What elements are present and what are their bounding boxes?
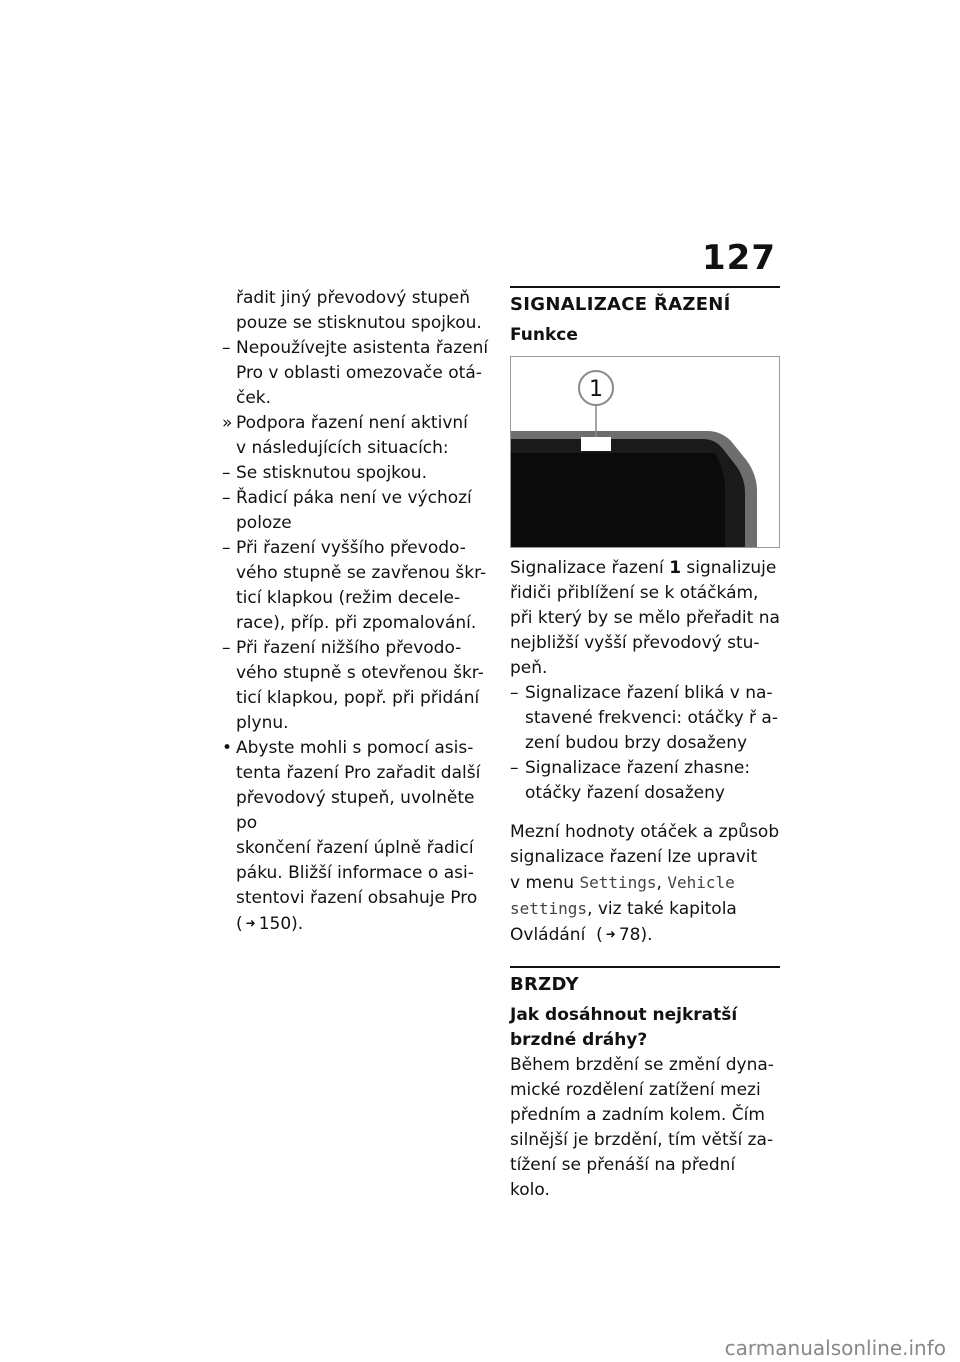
settings-paragraph: Mezní hodnoty otáček a způsob signalizace řazení lze upravit v menu Settings, Vehicle settings, viz také kapitola Ovládání ( ➜ 78). <box>510 822 780 945</box>
text-line: Při řazení nižšího převodo- <box>236 638 462 658</box>
text-line: pouze se stisknutou spojkou. <box>236 313 482 333</box>
list-item <box>510 756 780 806</box>
intro-paragraph: Signalizace řazení 1 signalizuje řidiči přiblížení se k otáčkám, při který by se mělo přeřadit na nejbližší vyšší převodový stu- peň. <box>510 558 780 678</box>
list-item <box>222 411 492 461</box>
list-item <box>222 336 492 411</box>
text-line: race), příp. při zpomalování. <box>236 613 477 633</box>
text-line: v následujících situacích: <box>236 438 449 458</box>
dash-marker: – <box>510 683 519 703</box>
list-item <box>222 486 492 536</box>
brakes-paragraph: Během brzdění se změní dyna- mické rozdělení zatížení mezi předním a zadním kolem. Čím silnější je brzdění, tím větší za- tížení se přenáší na přední kolo. <box>510 1055 774 1200</box>
text-line: Pro v oblasti omezovače otá- <box>236 363 482 383</box>
text-line: otáčky řazení dosaženy <box>525 783 725 803</box>
subsection-heading: Funkce <box>510 325 578 345</box>
text-line: poloze <box>236 513 292 533</box>
dashboard-display-illustration <box>511 357 779 547</box>
dash-marker: – <box>222 488 231 508</box>
list-item <box>510 681 780 756</box>
text-line: ticí klapkou (režim decele- <box>236 588 461 608</box>
list-item <box>222 536 492 636</box>
text-line: plynu. <box>236 713 289 733</box>
text-line: ticí klapkou, popř. při přidání <box>236 688 480 708</box>
dash-marker: – <box>222 463 231 483</box>
text-line: Řadicí páka není ve výchozí <box>236 488 472 508</box>
section-heading: SIGNALIZACE ŘAZENÍ <box>510 286 780 315</box>
shift-indicator-light <box>581 437 611 451</box>
text-line: vého stupně se zavřenou škr- <box>236 563 487 583</box>
section-heading: BRZDY <box>510 966 780 995</box>
page-arrow-icon: ➜ <box>605 927 616 941</box>
shift-indicator-figure <box>510 356 780 548</box>
text-line: Abyste mohli s pomocí asis- <box>236 738 474 758</box>
callout-number: 1 <box>589 377 603 402</box>
text-line: vého stupně s otevřenou škr- <box>236 663 484 683</box>
watermark-link[interactable]: carmanualsonline.info <box>724 1336 946 1360</box>
text-line: stentovi řazení obsahuje Pro <box>236 888 478 908</box>
page-number: 127 <box>702 238 776 278</box>
text-line: skončení řazení úplně řadicí <box>236 838 474 858</box>
text-line: páku. Bližší informace o asi- <box>236 863 474 883</box>
text-line: stavené frekvenci: otáčky ř a- <box>525 708 778 728</box>
right-column <box>510 286 780 1203</box>
dash-marker: – <box>510 758 519 778</box>
subsection-heading: Jak dosáhnout nejkratší brzdné dráhy? <box>510 1005 738 1050</box>
text-line: převodový stupeň, uvolněte po <box>236 788 475 833</box>
dash-marker: – <box>222 538 231 558</box>
text-line: Se stisknutou spojkou. <box>236 463 427 483</box>
list-item <box>222 461 492 486</box>
menu-vehicle-settings: Vehicle <box>667 873 735 892</box>
page-reference[interactable]: ( ➜ 150). <box>236 911 492 937</box>
text-line: řadit jiný převodový stupeň <box>236 288 471 308</box>
text-line: tenta řazení Pro zařadit další <box>236 763 481 783</box>
text-line: ček. <box>236 388 272 408</box>
page-reference[interactable]: ( ➜ 78). <box>596 925 652 945</box>
list-item <box>222 636 492 736</box>
menu-settings: Settings <box>579 873 657 892</box>
bullet-marker: • <box>222 738 233 758</box>
text-line: Nepoužívejte asistenta řazení <box>236 338 489 358</box>
result-marker: » <box>222 413 233 433</box>
text-line: Podpora řazení není aktivní <box>236 413 468 433</box>
text-line: zení budou brzy dosaženy <box>525 733 748 753</box>
left-column <box>222 286 492 937</box>
text-line: Signalizace řazení zhasne: <box>525 758 751 778</box>
dash-marker: – <box>222 638 231 658</box>
text-line: Při řazení vyššího převodo- <box>236 538 466 558</box>
page-arrow-icon: ➜ <box>245 916 256 930</box>
dash-marker: – <box>222 338 231 358</box>
text-line: Signalizace řazení bliká v na- <box>525 683 773 703</box>
list-item <box>222 736 492 937</box>
